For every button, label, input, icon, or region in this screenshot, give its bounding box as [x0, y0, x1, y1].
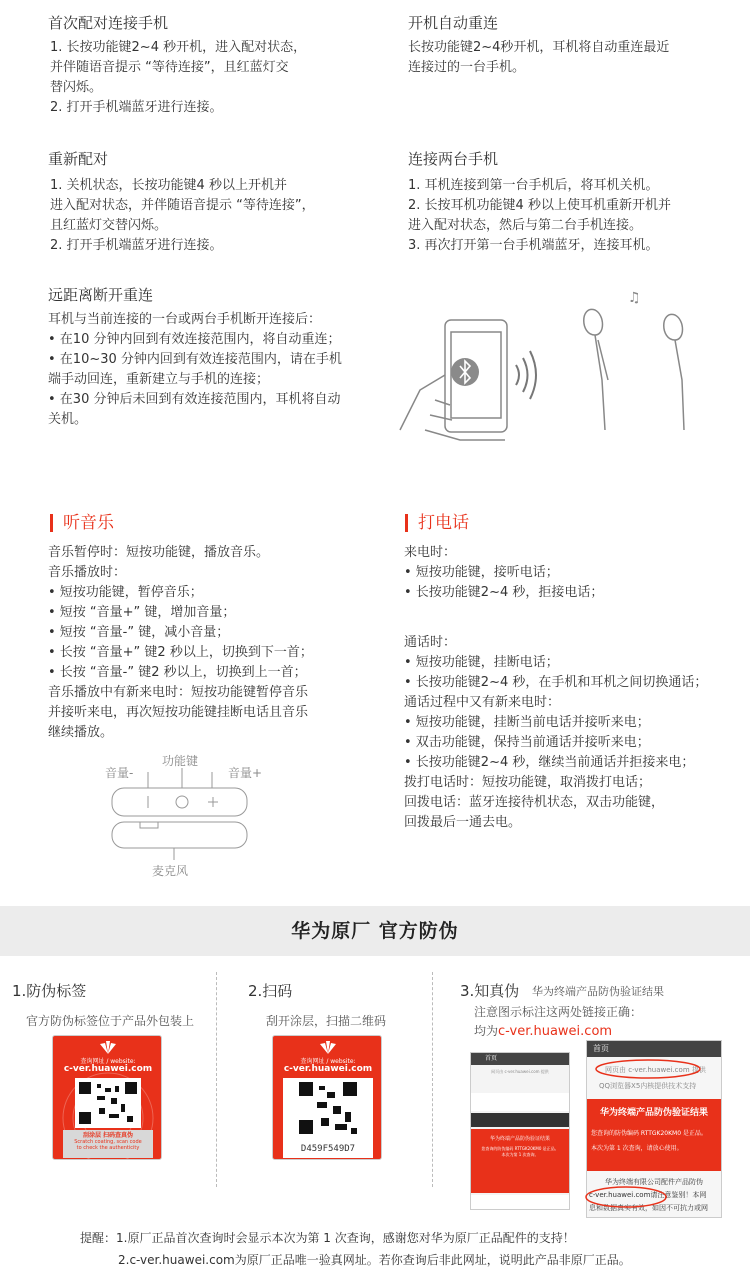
security-code: D459F549D7	[300, 1144, 356, 1154]
step3-subtitle: 华为终端产品防伪验证结果	[532, 985, 664, 998]
step3-desc: 注意图示标注这两处链接正确：	[474, 1005, 643, 1019]
step2-title: 2.扫码	[248, 982, 293, 1000]
vol-minus-label: 音量-	[105, 766, 134, 780]
range-reconnect-title: 远距离断开重连	[48, 286, 154, 304]
step3-url-line: 均为c-ver.huawei.com	[474, 1024, 613, 1039]
qr-code-area	[283, 1078, 373, 1158]
repair-title: 重新配对	[48, 150, 109, 168]
label-site: c-ver.huawei.com	[63, 1064, 153, 1074]
call-incoming-text: 来电时： • 短按功能键，接听电话； • 长按功能键2~4 秒，拒接电话；	[404, 545, 604, 600]
phone-screenshot-2: 首页 网页由 c-ver.huawei.com 提供 QQ浏览器X5内核提供技术支持 华为终端产品防伪验证结果 您查询的防伪编码 RTTGK20KM0 是正品。 本次为第 1 次查询，请放心使用。 华为终端有限公司配件产品防伪 c-ver.huawei.com请注意鉴别！本网 息和数据真实有效，如因不可抗力或网	[586, 1040, 722, 1218]
note-1: 提醒：1.原厂正品首次查询时会显示本次为第 1 次查询，感谢您对华为原厂正品配件的支持！	[80, 1231, 575, 1245]
pairing-first-text: 1. 长按功能键2~4 秒开机，进入配对状态， 并伴随语音提示 “等待连接”，且红蓝灯交 替闪烁。 2. 打开手机端蓝牙进行连接。	[50, 40, 307, 115]
music-section-title: 听音乐	[50, 514, 114, 532]
anti-counterfeit-label	[52, 1035, 162, 1160]
two-phones-title: 连接两台手机	[408, 150, 499, 168]
music-note-icon: ♫	[628, 290, 641, 306]
signal-waves-icon	[516, 351, 536, 399]
verify-url[interactable]: c-ver.huawei.com	[498, 1024, 613, 1039]
site-label: 查询网址 / website:	[300, 1058, 356, 1065]
phone-screenshot-1: 首页 网页由 c-ver.huawei.com 提供 华为终端产品防伪验证结果 您查询的防伪编码 RTTGK20KM0 是正品。 本次为第 1 次查询。	[470, 1052, 570, 1210]
function-key-label: 功能键	[162, 754, 199, 768]
scratched-label	[272, 1035, 382, 1160]
highlight-circles	[570, 1040, 750, 1220]
remote-bottom-body	[112, 822, 247, 848]
bluetooth-icon	[451, 358, 479, 386]
huawei-logo-icon	[317, 1040, 339, 1054]
step1-desc: 官方防伪标签位于产品外包装上	[26, 1014, 195, 1028]
range-reconnect-text: 耳机与当前连接的一台或两台手机断开连接后： • 在10 分钟内回到有效连接范围内，将自动重连； • 在10~30 分钟内回到有效连接范围内，请在手机 端手动回连，重新建立与手机的连接； • 在30 分钟后未回到有效连接范围内，耳机将自动 关机。	[48, 312, 342, 427]
huawei-logo-icon	[97, 1040, 119, 1054]
music-instructions: 音乐暂停时：短按功能键，播放音乐。 音乐播放时： • 短按功能键，暂停音乐； • 短按 “音量+” 键，增加音量； • 短按 “音量-” 键，减小音量； • 长按 “音量+” 键2 秒以上，切换到下一首； • 长按 “音量-” 键2 秒以上，切换到上一首； 音乐播放中有新来电时：短按功能键暂停音乐 并接听来电，再次短按功能键挂断电话且音乐 继续播放。	[48, 545, 313, 740]
scratch-area: 刮涂层 扫码查真伪 Scratch coating, scan code to check the authenticity	[63, 1130, 153, 1158]
mic-label: 麦克风	[152, 864, 189, 878]
call-during-text: 通话时： • 短按功能键，挂断电话； • 长按功能键2~4 秒，在手机和耳机之间切换通话； 通话过程中又有新来电时： • 短按功能键，挂断当前电话并接听来电； • 双击功能键，保持当前通话并接听来电； • 长按功能键2~4 秒，继续当前通话并拒接来电； 拨打电话时：短按功能键，取消拨打电话； 回拨电话：蓝牙连接待机状态，双击功能键， 回拨最后一通去电。	[404, 635, 708, 830]
repair-text: 1. 关机状态，长按功能键4 秒以上开机并 进入配对状态，并伴随语音提示 “等待连接”， 且红蓝灯交替闪烁。 2. 打开手机端蓝牙进行连接。	[50, 178, 315, 253]
qr-code	[75, 1078, 141, 1128]
step2-desc: 刮开涂层，扫描二维码	[266, 1014, 387, 1028]
hand-phone-icon	[400, 320, 507, 440]
divider	[216, 972, 217, 1187]
step1-title: 1.防伪标签	[12, 982, 87, 1000]
remote-top-body	[112, 788, 247, 816]
divider	[432, 972, 433, 1187]
note-2: 2.c-ver.huawei.com为原厂正品唯一验真网址。若你查询后非此网址，说明此产品非原厂正品。	[118, 1253, 631, 1267]
anti-counterfeit-banner: 华为原厂 官方防伪	[0, 906, 750, 956]
bluetooth-phone-earphone-illustration	[390, 280, 720, 460]
vol-plus-label: 音量+	[228, 766, 263, 780]
pairing-first-title: 首次配对连接手机	[48, 14, 169, 32]
two-phones-text: 1. 耳机连接到第一台手机后，将耳机关机。 2. 长按耳机功能键4 秒以上使耳机重新开机并 进入配对状态，然后与第二台手机连接。 3. 再次打开第一台手机端蓝牙，连接耳机。	[408, 178, 671, 253]
auto-reconnect-text: 长按功能键2~4秒开机，耳机将自动重连最近 连接过的一台手机。	[408, 40, 670, 75]
call-section-title: 打电话	[405, 514, 469, 532]
earphone-icon	[584, 309, 684, 430]
site-label: 查询网址 / website:	[80, 1058, 136, 1065]
remote-diagram	[100, 750, 280, 885]
step3-title: 3.知真伪	[460, 982, 520, 1000]
label-site: c-ver.huawei.com	[283, 1064, 373, 1074]
auto-reconnect-title: 开机自动重连	[408, 14, 499, 32]
